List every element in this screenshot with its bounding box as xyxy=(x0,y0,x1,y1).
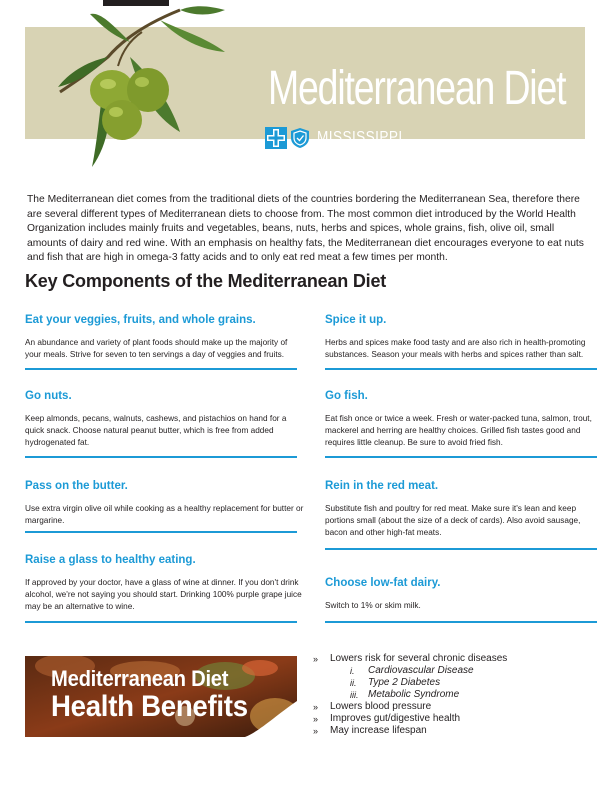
component-title: Eat your veggies, fruits, and whole grains. xyxy=(25,314,256,326)
divider xyxy=(25,621,297,623)
olive-branch-image xyxy=(30,2,230,182)
list-item xyxy=(313,653,507,701)
component-card-veggies xyxy=(25,313,297,360)
shield-icon xyxy=(289,127,311,149)
component-title: Go fish. xyxy=(325,390,368,402)
component-title: Pass on the butter. xyxy=(25,480,128,492)
benefits-list xyxy=(313,653,507,737)
intro-paragraph: The Mediterranean diet comes from the traditional diets of the countries bordering the Mediterranean Sea, therefore there are several different types of Mediterranean diets to choose from. The most common diet introduced by the World Health Organization includes mainly fruits and vegetables, beans, nuts, herbs and spices, whole grains, fish, olive oil, small amounts of dairy and red wine. With an emphasis on healthy fats, the Mediterranean diet encourages everyone to eat nuts and fish that are high in omega-3 fatty acids and to only eat red meat a few times per month. xyxy=(27,194,584,264)
component-body: Use extra virgin olive oil while cooking as a healthy replacement for butter or margarine. xyxy=(25,503,304,525)
divider xyxy=(25,368,297,370)
list-item xyxy=(313,713,507,725)
divider xyxy=(325,548,597,550)
sub-list-item xyxy=(350,677,507,689)
component-body: If approved by your doctor, have a glass of wine at dinner. If you don't drink alcohol, we're not saying you should start. Drinking 100% purple grape juice may be an alternative to wine. xyxy=(25,577,302,611)
component-card-spice xyxy=(325,313,597,360)
bullet-marker: » xyxy=(313,726,319,736)
divider xyxy=(25,531,297,533)
component-card-butter xyxy=(25,479,304,526)
component-card-fish xyxy=(325,389,597,448)
component-body: Eat fish once or twice a week. Fresh or water-packed tuna, salmon, trout, mackerel and herring are healthy choices. Grilled fish tastes good and requires little cleanup. Be sure to avoid fried fish. xyxy=(325,413,592,447)
sub-item-text: Metabolic Syndrome xyxy=(368,689,460,700)
component-body: Switch to 1% or skim milk. xyxy=(325,600,421,610)
benefit-text: Lowers risk for several chronic diseases xyxy=(330,653,508,664)
list-item xyxy=(313,725,507,737)
page-title: Mediterranean Diet xyxy=(268,62,566,115)
bullet-marker: » xyxy=(313,654,319,664)
cross-icon xyxy=(265,127,287,149)
component-title: Raise a glass to healthy eating. xyxy=(25,554,196,566)
bullet-marker: » xyxy=(313,702,319,712)
brand-logo xyxy=(265,127,418,149)
component-title: Choose low-fat dairy. xyxy=(325,577,441,589)
benefits-title-line2: Health Benefits xyxy=(51,690,248,723)
component-body: An abundance and variety of plant foods should make up the majority of your meals. Strive for seven to ten servings a day of veggies and fruits. xyxy=(25,337,288,359)
section-title: Key Components of the Mediterranean Diet xyxy=(25,271,387,291)
benefit-text: Lowers blood pressure xyxy=(330,701,432,712)
component-card-dairy xyxy=(325,576,597,611)
bullet-marker: » xyxy=(313,714,319,724)
benefits-title-line1: Mediterranean Diet xyxy=(51,666,229,691)
sub-item-text: Cardiovascular Disease xyxy=(368,665,474,676)
component-body: Herbs and spices make food tasty and are also rich in health-promoting substances. Season your meals with herbs and spices rather than salt. xyxy=(325,337,586,359)
divider xyxy=(325,456,597,458)
component-body: Keep almonds, pecans, walnuts, cashews, and pistachios on hand for a quick snack. Choose natural peanut butter, which is free from added hydrogenated fat. xyxy=(25,413,287,447)
benefit-text: May increase lifespan xyxy=(330,725,427,736)
component-body: Substitute fish and poultry for red meat. Make sure it's lean and keep portions small (about the size of a deck of cards). Also avoid sausage, bacon and other high-fat meats. xyxy=(325,503,581,537)
sub-list-number: ii. xyxy=(350,678,357,688)
component-title: Go nuts. xyxy=(25,390,72,402)
sub-list-item xyxy=(350,689,507,701)
divider xyxy=(325,368,597,370)
sub-list-number: i. xyxy=(350,666,355,676)
benefit-text: Improves gut/digestive health xyxy=(330,713,461,724)
sub-list-number: iii. xyxy=(350,690,359,700)
divider xyxy=(25,456,297,458)
brand-name: MISSISSIPPI xyxy=(317,129,403,146)
component-card-red-meat xyxy=(325,479,597,538)
health-benefits-banner xyxy=(25,656,297,737)
component-title: Spice it up. xyxy=(325,314,387,326)
component-title: Rein in the red meat. xyxy=(325,480,439,492)
list-item xyxy=(313,701,507,713)
sub-item-text: Type 2 Diabetes xyxy=(368,677,441,688)
divider xyxy=(325,621,597,623)
sub-list-item xyxy=(350,665,507,677)
component-card-nuts xyxy=(25,389,297,448)
component-card-wine xyxy=(25,553,302,612)
sub-list xyxy=(330,665,507,701)
